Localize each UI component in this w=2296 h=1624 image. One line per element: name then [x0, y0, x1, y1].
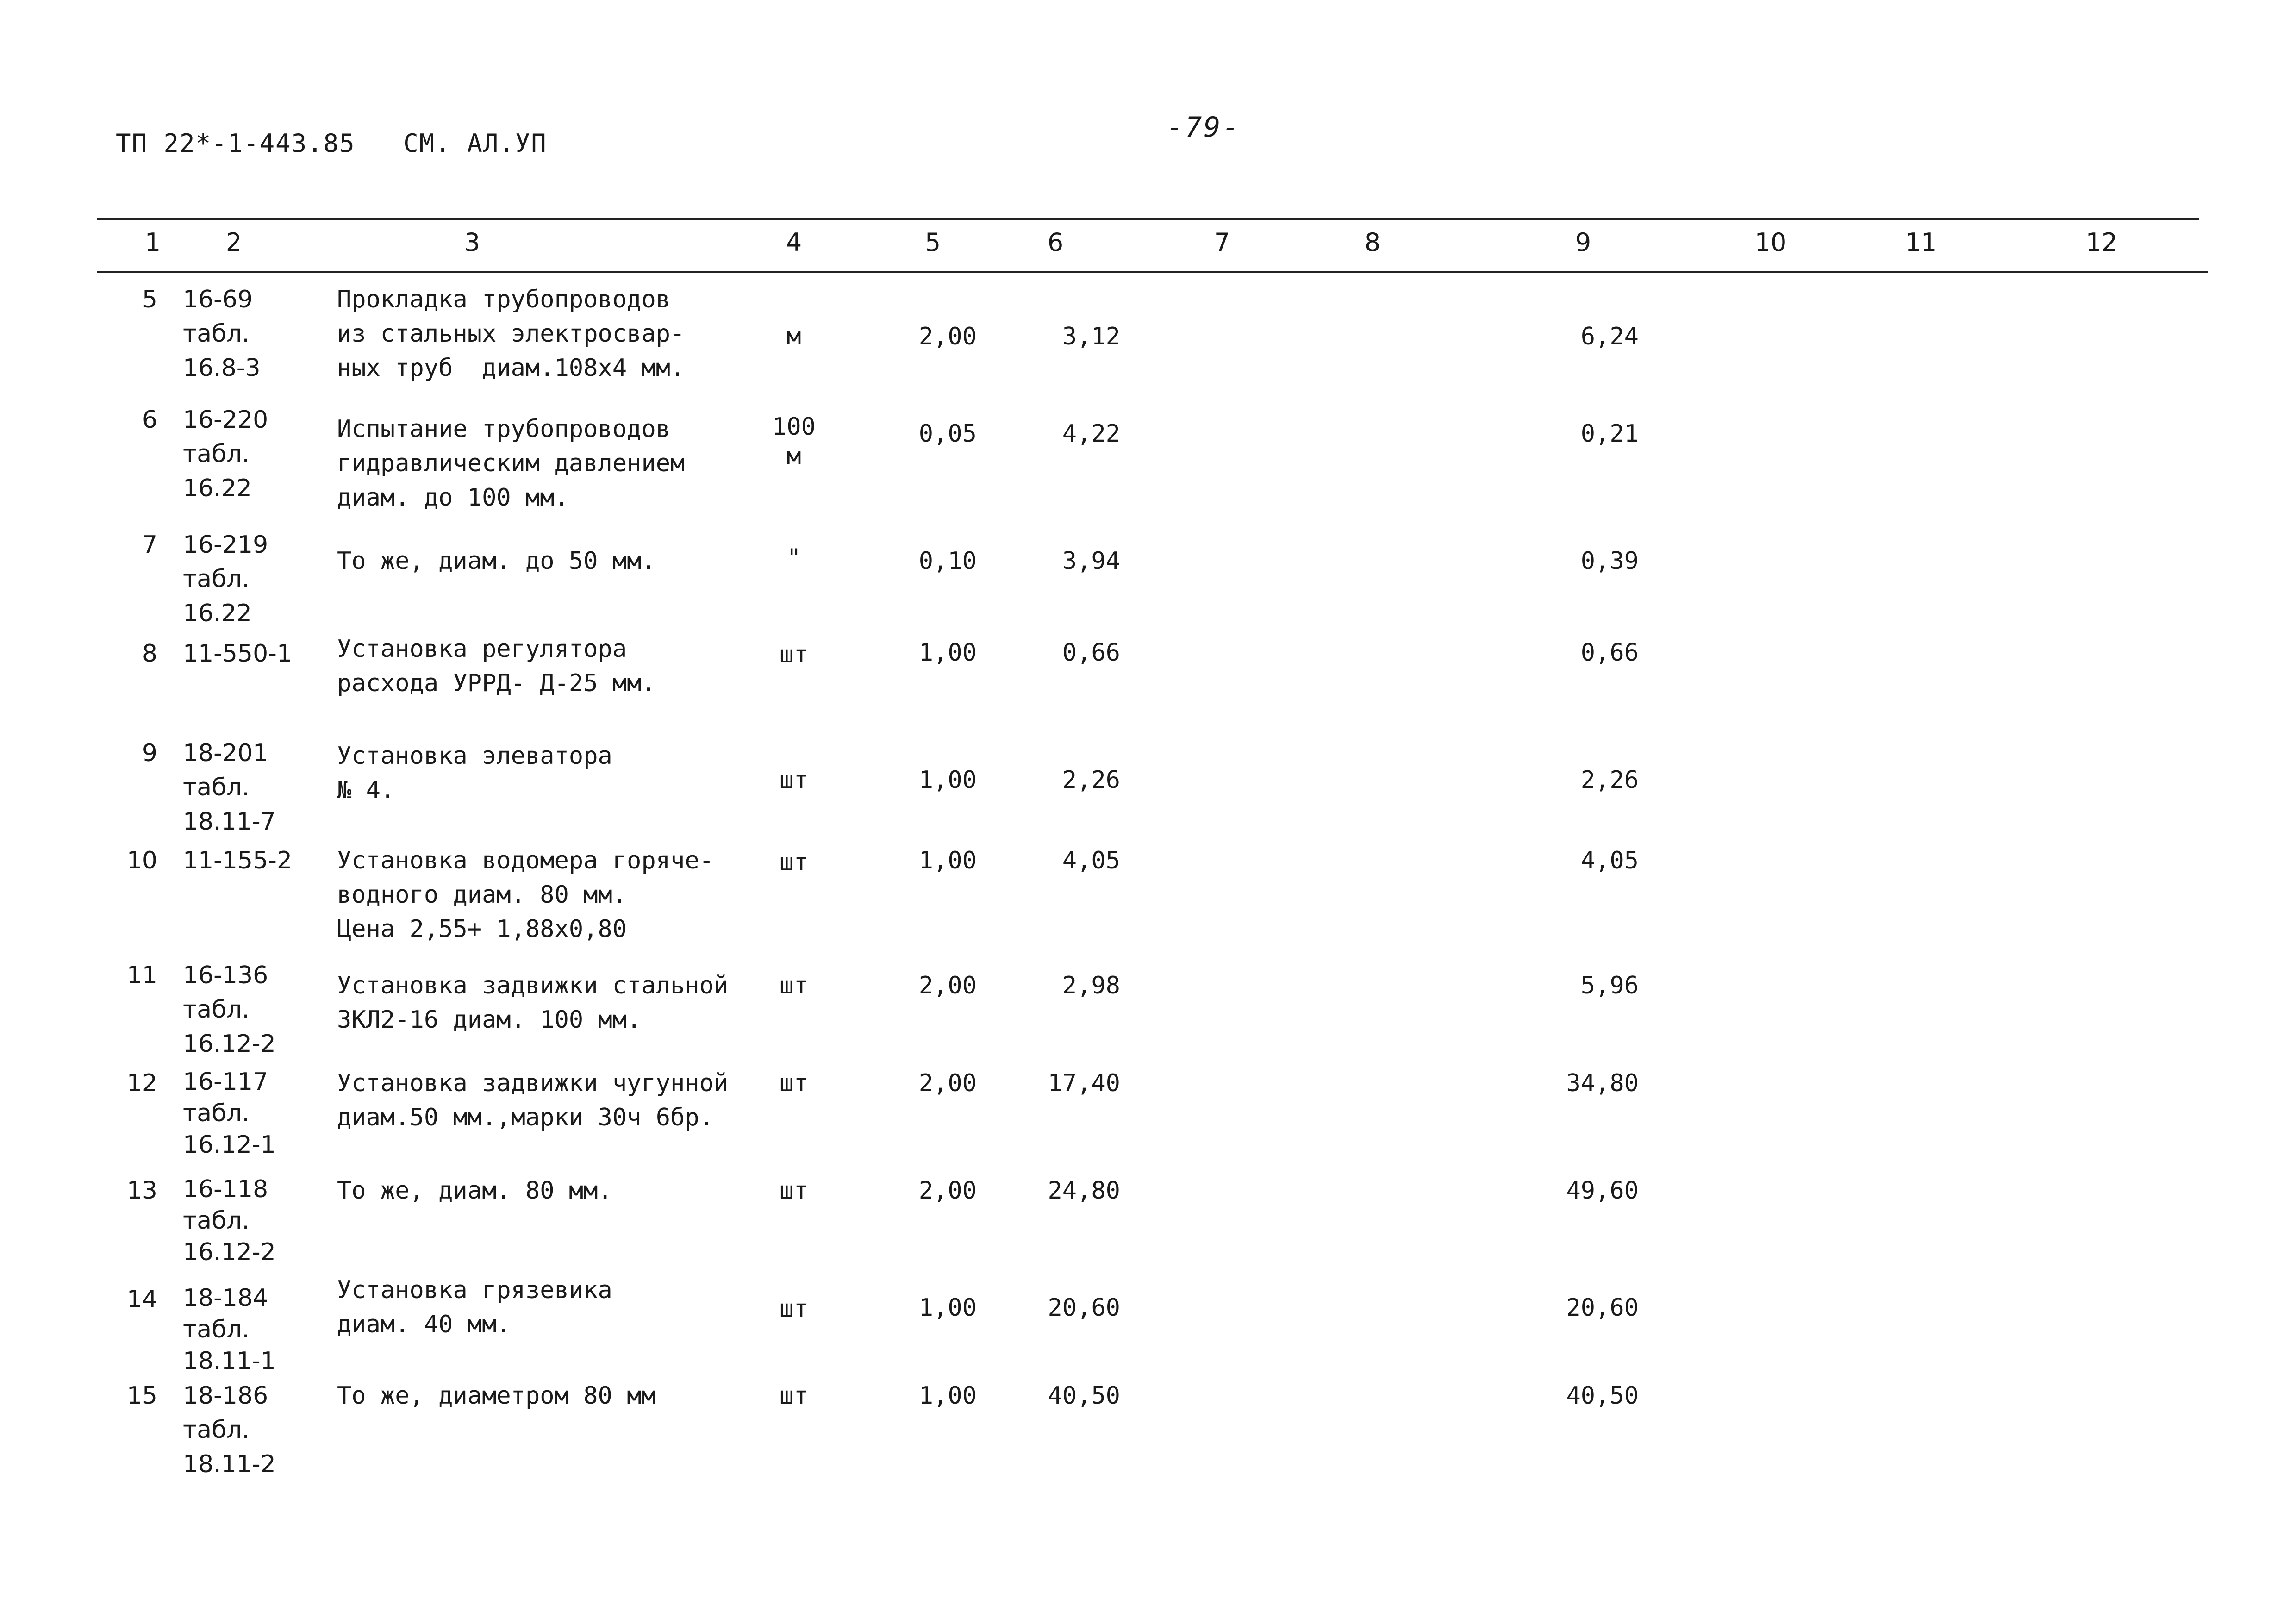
norm-code: 16-117 табл. 16.12-1: [183, 1068, 276, 1159]
row-number: 8: [142, 640, 157, 668]
work-description: То же, диаметром 80 мм: [337, 1382, 656, 1410]
quantity: 2,00: [918, 972, 977, 999]
total-cost: 5,96: [1580, 972, 1639, 999]
quantity: 2,00: [918, 1177, 977, 1205]
unit-price: 17,40: [1048, 1069, 1120, 1097]
norm-code: 16-136 табл. 16.12-2: [183, 962, 276, 1058]
work-description: Прокладка трубопроводов из стальных электросвар- ных труб диам.108х4 мм.: [337, 286, 685, 382]
row-number: 7: [142, 531, 157, 559]
row-number: 5: [142, 286, 157, 313]
total-cost: 40,50: [1566, 1382, 1639, 1410]
total-cost: 2,26: [1580, 766, 1639, 794]
unit-price: 0,66: [1062, 639, 1120, 667]
column-header: 9: [1575, 228, 1591, 257]
row-number: 13: [126, 1177, 157, 1205]
quantity: 1,00: [918, 639, 977, 667]
total-cost: 0,66: [1580, 639, 1639, 667]
row-number: 12: [126, 1069, 157, 1097]
total-cost: 0,21: [1580, 420, 1639, 448]
quantity: 0,05: [918, 420, 977, 448]
unit: шт: [779, 1069, 809, 1097]
work-description: Установка регулятора расхода УРРД- Д-25 мм.: [337, 635, 656, 697]
row-number: 15: [126, 1382, 157, 1410]
work-description: Установка элеватора № 4.: [337, 742, 612, 804]
work-description: Установка грязевика диам. 40 мм.: [337, 1276, 612, 1338]
unit: шт: [779, 1177, 809, 1205]
document-code: ТП 22*-1-443.85 СМ. АЛ.УП: [116, 129, 547, 158]
table-header-rule: [97, 271, 2208, 273]
unit-price: 3,12: [1062, 323, 1120, 350]
row-number: 9: [142, 739, 157, 767]
quantity: 1,00: [918, 1382, 977, 1410]
row-number: 11: [126, 962, 157, 989]
quantity: 2,00: [918, 1069, 977, 1097]
column-header: 4: [786, 228, 802, 257]
column-header: 6: [1047, 228, 1064, 257]
unit: шт: [779, 1295, 809, 1323]
column-header: 8: [1364, 228, 1381, 257]
total-cost: 0,39: [1580, 547, 1639, 575]
unit-price: 20,60: [1048, 1294, 1120, 1322]
unit-price: 2,98: [1062, 972, 1120, 999]
column-header: 1: [144, 228, 161, 257]
unit: ": [786, 544, 801, 572]
unit-price: 2,26: [1062, 766, 1120, 794]
quantity: 1,00: [918, 1294, 977, 1322]
work-description: Установка задвижки стальной ЗКЛ2-16 диам. 100 мм.: [337, 972, 729, 1034]
row-number: 10: [126, 847, 157, 874]
column-header: 5: [924, 228, 941, 257]
norm-code: 18-186 табл. 18.11-2: [183, 1382, 276, 1478]
work-description: То же, диам. 80 мм.: [337, 1177, 612, 1205]
work-description: То же, диам. до 50 мм.: [337, 547, 656, 575]
unit: шт: [779, 1382, 809, 1410]
unit: 100 м: [772, 413, 816, 470]
unit: шт: [779, 849, 809, 876]
unit: шт: [779, 766, 809, 794]
norm-code: 16-69 табл. 16.8-3: [183, 286, 261, 382]
column-header: 7: [1214, 228, 1230, 257]
norm-code: 16-220 табл. 16.22: [183, 406, 268, 502]
norm-code: 11-155-2: [183, 847, 293, 874]
total-cost: 34,80: [1566, 1069, 1639, 1097]
table-top-rule: [97, 218, 2199, 220]
unit: шт: [779, 972, 809, 999]
column-header: 10: [1754, 228, 1787, 257]
total-cost: 49,60: [1566, 1177, 1639, 1205]
row-number: 6: [142, 406, 157, 434]
total-cost: 4,05: [1580, 847, 1639, 874]
row-number: 14: [126, 1286, 157, 1313]
column-header: 12: [2085, 228, 2118, 257]
unit: м: [786, 323, 801, 350]
column-header: 3: [464, 228, 480, 257]
work-description: Установка водомера горяче- водного диам. 80 мм. Цена 2,55+ 1,88х0,80: [337, 847, 714, 943]
column-header: 2: [225, 228, 242, 257]
unit: шт: [779, 641, 809, 668]
unit-price: 24,80: [1048, 1177, 1120, 1205]
unit-price: 40,50: [1048, 1382, 1120, 1410]
unit-price: 3,94: [1062, 547, 1120, 575]
column-header: 11: [1905, 228, 1937, 257]
page-number: -79-: [1167, 111, 1241, 144]
quantity: 2,00: [918, 323, 977, 350]
unit-price: 4,22: [1062, 420, 1120, 448]
norm-code: 16-219 табл. 16.22: [183, 531, 268, 627]
quantity: 1,00: [918, 766, 977, 794]
norm-code: 11-550-1: [183, 640, 293, 668]
norm-code: 18-184 табл. 18.11-1: [183, 1284, 276, 1375]
work-description: Установка задвижки чугунной диам.50 мм.,марки 30ч 6бр.: [337, 1069, 729, 1131]
quantity: 0,10: [918, 547, 977, 575]
norm-code: 16-118 табл. 16.12-2: [183, 1175, 276, 1266]
total-cost: 20,60: [1566, 1294, 1639, 1322]
total-cost: 6,24: [1580, 323, 1639, 350]
quantity: 1,00: [918, 847, 977, 874]
unit-price: 4,05: [1062, 847, 1120, 874]
work-description: Испытание трубопроводов гидравлическим давлением диам. до 100 мм.: [337, 415, 685, 512]
norm-code: 18-201 табл. 18.11-7: [183, 739, 276, 836]
